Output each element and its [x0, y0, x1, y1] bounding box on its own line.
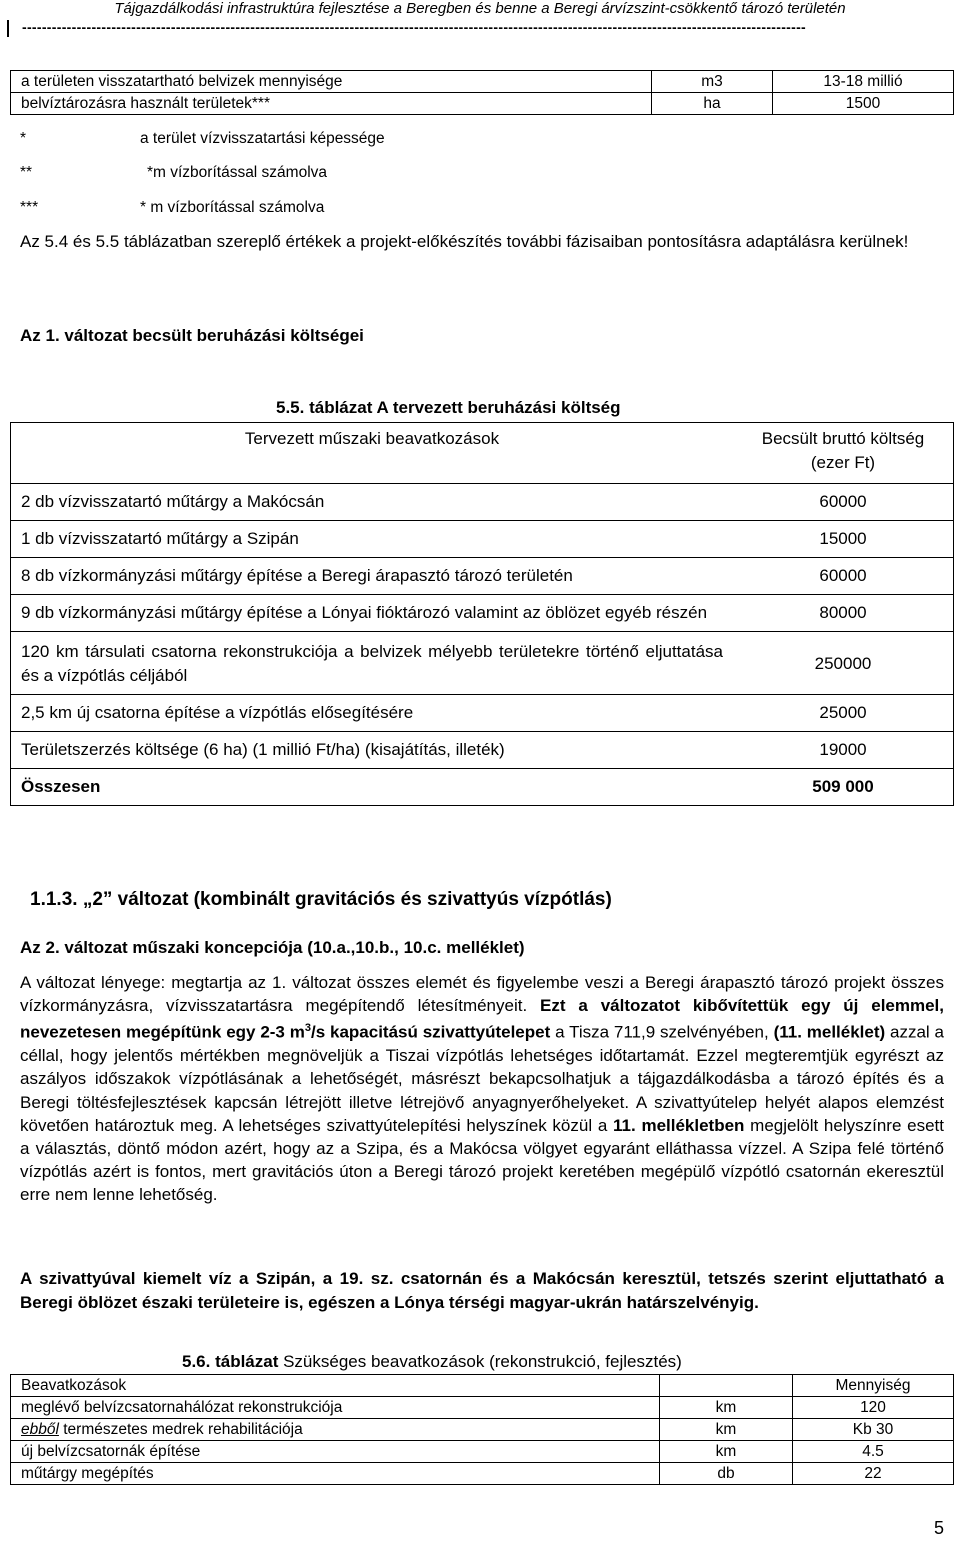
text-run: a Tisza 711,9 szelvényében,: [550, 1023, 774, 1043]
table-cell: Kb 30: [793, 1419, 954, 1441]
cost-table: [10, 422, 954, 806]
table-cell: a területen visszatartható belvizek mennyisége: [11, 71, 652, 93]
note-text: *m vízborítással számolva: [147, 164, 328, 181]
page-number: 5: [933, 1518, 944, 1538]
top-table: [10, 70, 954, 115]
table-cell: 15000: [733, 521, 954, 558]
table-cell: 8 db vízkormányzási műtárgy építése a Beregi árapasztó tározó területén: [11, 558, 734, 595]
table-cell: 250000: [733, 632, 954, 695]
table-cell: 2 db vízvisszatartó műtárgy a Makócsán: [11, 484, 734, 521]
table-cell: 4.5: [793, 1441, 954, 1463]
text-run: A változat lényege: megtartja az 1. változat összes elemét és figyelembe veszi a Beregi árapasztó tározó projekt összes vízkormányzásra, vízvisszatartásra megépítendő létesítményeit.: [20, 973, 944, 1016]
table-row: [11, 484, 954, 521]
column-header: [660, 1375, 793, 1397]
table-row: [11, 71, 954, 93]
header-bar: [7, 20, 9, 37]
text-run: 11. mellékletben: [613, 1115, 745, 1135]
table-row: [11, 695, 954, 732]
text-run: /s kapacitású szivattyútelepet: [310, 1023, 551, 1043]
text-run: természetes medrek rehabilitációja: [58, 1421, 303, 1438]
table-cell: 1 db vízvisszatartó műtárgy a Szipán: [11, 521, 734, 558]
note-text: * m vízborítással számolva: [140, 199, 325, 216]
table-cell: km: [660, 1397, 793, 1419]
column-header: Mennyiség: [793, 1375, 954, 1397]
table-row: [11, 732, 954, 769]
table-cell: 19000: [733, 732, 954, 769]
note-symbol: *: [20, 130, 27, 147]
paragraph-concept: [20, 971, 944, 1207]
table-cell: 22: [793, 1463, 954, 1485]
interventions-table: [10, 1374, 954, 1485]
table-cell: belvíztározásra használt területek***: [11, 93, 652, 115]
adapt-note: Az 5.4 és 5.5 táblázatban szereplő értékek a projekt-előkészítés további fázisaiban pontosításra adaptálásra kerülnek!: [20, 232, 909, 251]
table-cell: 1500: [773, 93, 954, 115]
table-cell: [11, 1441, 660, 1463]
caption-text: Szükséges beavatkozások (rekonstrukció, fejlesztés): [278, 1352, 682, 1371]
table-row: [11, 1397, 954, 1419]
table-cell: 120 km társulati csatorna rekonstrukciója a belvizek mélyebb területekre történő eljuttatása és a vízpótlás céljából: [11, 632, 734, 695]
text-run: meglévő belvízcsatornahálózat rekonstrukciója: [21, 1399, 343, 1416]
heading-variant-2: 1.1.3. „2” változat (kombinált gravitációs és szivattyús vízpótlás): [30, 889, 612, 910]
text-run: (11. melléklet): [773, 1023, 886, 1043]
heading-concept: Az 2. változat műszaki koncepciója (10.a.,10.b., 10.c. melléklet): [20, 938, 525, 957]
table-row: [11, 1419, 954, 1441]
table-cell: m3: [652, 71, 773, 93]
text-run: műtárgy megépítés: [21, 1465, 154, 1482]
table-cell: Területszerzés költsége (6 ha) (1 millió Ft/ha) (kisajátítás, illeték): [11, 732, 734, 769]
section-title: Az 1. változat becsült beruházási költségei: [20, 326, 364, 345]
text-run: megjelölt helyszínre esett a választás, döntő módon azért, hogy az a Szipa, és a Makócsa völgyet egyaránt elláthassa vízzel. A Szipa felé történő vízpótlás azért is fontos, mert gravitációs úton a Beregi tározó projekt keretében megépülő vízpótló csatornán ekeresztül erre nem lenne lehetőség.: [20, 1115, 944, 1205]
table-row: [11, 558, 954, 595]
table-row: [11, 521, 954, 558]
table-cell: db: [660, 1463, 793, 1485]
text-run: ebből: [21, 1421, 59, 1438]
column-header: Beavatkozások: [11, 1375, 660, 1397]
table-header-row: [11, 423, 954, 484]
table-total-row: [11, 769, 954, 806]
note-symbol: **: [20, 164, 33, 181]
table-header-row: [11, 1375, 954, 1397]
table-row: [11, 632, 954, 695]
table-row: [11, 1463, 954, 1485]
table-cell: [11, 1419, 660, 1441]
table-caption: 5.5. táblázat A tervezett beruházási költség: [276, 398, 621, 417]
table-cell: 60000: [733, 484, 954, 521]
table-cell: 13-18 millió: [773, 71, 954, 93]
table-cell: ha: [652, 93, 773, 115]
header-title: Tájgazdálkodási infrastruktúra fejlesztése a Beregben és benne a Beregi árvízszint-csökkentő tározó területén: [114, 0, 846, 17]
column-header: Becsült bruttó költség (ezer Ft): [761, 429, 925, 472]
table-cell: [11, 1397, 660, 1419]
table-cell: km: [660, 1441, 793, 1463]
total-value: 509 000: [733, 769, 954, 806]
table-cell: 25000: [733, 695, 954, 732]
table-cell: [11, 1463, 660, 1485]
table-row: [11, 1441, 954, 1463]
note-symbol: ***: [20, 199, 39, 216]
total-label: Összesen: [11, 769, 734, 806]
table-cell: km: [660, 1419, 793, 1441]
table-cell: 80000: [733, 595, 954, 632]
table-cell: 60000: [733, 558, 954, 595]
paragraph-pump: A szivattyúval kiemelt víz a Szipán, a 19. sz. csatornán és a Makócsán keresztül, tetszés szerint eljuttatható a Beregi öblözet északi területeire is, egészen a Lónya térségi magyar-ukrán határszelvényig.: [20, 1269, 944, 1312]
text-run: új belvízcsatornák építése: [21, 1443, 201, 1460]
table-cell: 2,5 km új csatorna építése a vízpótlás elősegítésére: [11, 695, 734, 732]
table-row: [11, 93, 954, 115]
caption-number: 5.6. táblázat: [182, 1352, 279, 1371]
superscript: 3: [304, 1022, 311, 1035]
header-dashes: --------------------------------------------------------------------------------------------------------------------------------------------------------------: [22, 19, 807, 35]
table-cell: 120: [793, 1397, 954, 1419]
table-caption: [182, 1352, 682, 1372]
note-text: a terület vízvisszatartási képessége: [140, 130, 385, 147]
table-cell: 9 db vízkormányzási műtárgy építése a Lónyai fióktározó valamint az öblözet egyéb részén: [11, 595, 734, 632]
text-run: Ezt a változatot kibővítettük egy új elemmel, nevezetesen megépítünk egy 2-3 m: [20, 996, 945, 1043]
column-header: Tervezett műszaki beavatkozások: [244, 429, 500, 448]
table-row: [11, 595, 954, 632]
text-run: azzal a céllal, hogy jelentős mértékben megnöveljük a Tiszai vízpótlás lehetséges időtartamát. Ezzel megteremtjük egyrészt az aszályos időszakok vízpótlásának a lehetőségét, másrészt bekapcsolhatjuk a tájgazdálkodásba a tározó építés és a Beregi töltésfejlesztések kapcsán létrejött illetve létrejövő anyagnyerőhelyeket. A szivattyútelep helyét alapos elemzést követően határoztuk meg. A lehetséges szivattyútelepítési helyszínek közül a: [20, 1023, 945, 1135]
